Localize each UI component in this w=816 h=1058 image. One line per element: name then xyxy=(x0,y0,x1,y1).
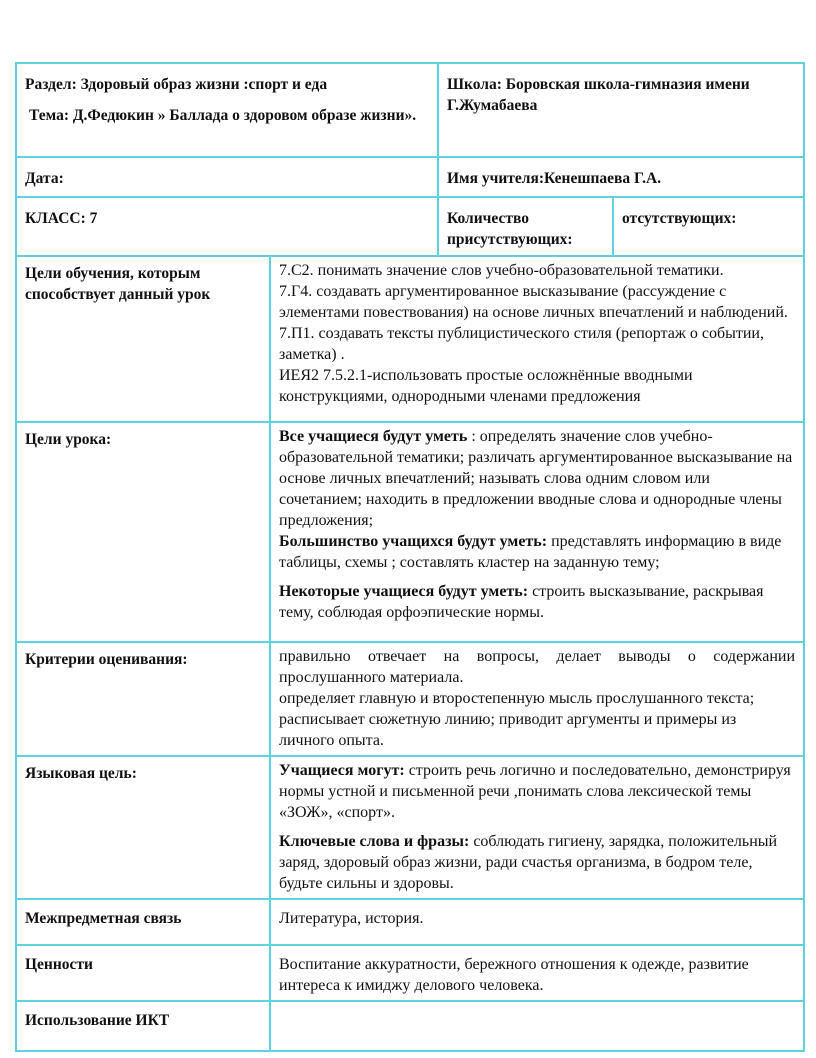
header-row xyxy=(16,63,804,157)
criteria-label: Критерии оценивания: xyxy=(25,651,188,668)
school-label: Школа: Боровская школа-гимназия имени Г.Жумабаева xyxy=(447,76,750,114)
class-label: КЛАСС: 7 xyxy=(25,210,98,227)
learning-goals-content xyxy=(270,256,804,422)
all-students-goal xyxy=(279,426,795,531)
ict-label: Использование ИКТ xyxy=(25,1012,170,1029)
section-topic-cell xyxy=(16,63,438,157)
most-students-goal xyxy=(279,531,795,573)
ict-content xyxy=(270,1001,804,1051)
criteria-text-1: правильно отвечает на вопросы, делает выводы о содержании прослушанного материала. xyxy=(279,648,796,686)
ict-row xyxy=(16,1001,804,1051)
keywords xyxy=(279,831,795,894)
students-can-heading: Учащиеся могут: xyxy=(279,762,405,779)
interdisciplinary-content xyxy=(270,899,804,945)
most-students-heading: Большинство учащихся будут уметь: xyxy=(279,533,548,550)
interdisciplinary-text: Литература, история. xyxy=(279,910,424,927)
keywords-heading: Ключевые слова и фразы: xyxy=(279,833,470,850)
values-label-cell xyxy=(16,945,270,1001)
interdisciplinary-label-cell xyxy=(16,899,270,945)
criteria-text-2: определяет главную и второстепенную мысль прослушанного текста; расписывает сюжетную линию; приводит аргументы и примеры из личного опыта. xyxy=(279,690,755,749)
learning-goals-row xyxy=(16,256,804,422)
most-students-text: представлять информацию в виде таблицы, схемы ; составлять кластер на заданную тему; xyxy=(279,533,782,571)
teacher-label: Имя учителя:Кенешпаева Г.А. xyxy=(447,170,662,187)
learning-goal-line: 7.Г4. создавать аргументированное высказывание (рассуждение с элементами повествования) на основе личных впечатлений и наблюдений. xyxy=(279,283,788,321)
date-cell xyxy=(16,157,438,197)
all-students-text: : определять значение слов учебно-образовательной тематики; различать аргументированное высказывание на основе личных впечатлений; называть слова одним словом или сочетанием; находить в предложении вводные слова и однородные члены предложения; xyxy=(279,428,793,529)
learning-goals-label-cell xyxy=(16,256,270,422)
class-cell xyxy=(16,197,438,256)
values-row xyxy=(16,945,804,1001)
section-label: Раздел: Здоровый образ жизни :спорт и еда xyxy=(25,76,328,93)
interdisciplinary-row xyxy=(16,899,804,945)
date-label: Дата: xyxy=(25,170,64,187)
learning-goal-line: ИЕЯ2 7.5.2.1-использовать простые осложнённые вводными конструкциями, однородными членами предложения xyxy=(279,367,693,405)
teacher-cell xyxy=(438,157,804,197)
interdisciplinary-label: Межпредметная связь xyxy=(25,910,182,927)
values-content xyxy=(270,945,804,1001)
all-students-heading: Все учащиеся будут уметь xyxy=(279,428,468,445)
absent-label: отсутствующих: xyxy=(622,210,737,227)
some-students-text: строить высказывание, раскрывая тему, соблюдая орфоэпические нормы. xyxy=(279,583,764,621)
lesson-goals-content xyxy=(270,422,804,642)
school-cell xyxy=(438,63,804,157)
class-row xyxy=(16,197,804,256)
date-row xyxy=(16,157,804,197)
present-cell xyxy=(438,197,613,256)
present-label: Количество присутствующих: xyxy=(447,210,573,248)
lesson-plan-table xyxy=(15,62,805,1052)
lesson-goals-row xyxy=(16,422,804,642)
learning-goals-label: Цели обучения, которым способствует данный урок xyxy=(25,265,211,303)
topic-label: Тема: Д.Федюкин » Баллада о здоровом образе жизни». xyxy=(29,107,417,124)
some-students-goal xyxy=(279,581,795,623)
criteria-row xyxy=(16,642,804,756)
criteria-label-cell xyxy=(16,642,270,756)
students-can-text: строить речь логично и последовательно, демонстрируя нормы устной и письменной речи ,понимать слова лексической темы «ЗОЖ», «спорт». xyxy=(279,762,791,821)
lesson-goals-label-cell xyxy=(16,422,270,642)
absent-cell xyxy=(613,197,804,256)
criteria-content xyxy=(270,642,804,756)
some-students-heading: Некоторые учащиеся будут уметь: xyxy=(279,583,529,600)
language-goal-row xyxy=(16,756,804,899)
language-goal-content xyxy=(270,756,804,899)
values-text: Воспитание аккуратности, бережного отношения к одежде, развитие интереса к имиджу делового человека. xyxy=(279,956,749,994)
language-goal-label-cell xyxy=(16,756,270,899)
lesson-goals-label: Цели урока: xyxy=(25,431,112,448)
learning-goal-line: 7.П1. создавать тексты публицистического стиля (репортаж о событии, заметка) . xyxy=(279,325,764,363)
values-label: Ценности xyxy=(25,956,93,973)
language-goal-label: Языковая цель: xyxy=(25,765,137,782)
learning-goal-line: 7.С2. понимать значение слов учебно-образовательной тематики. xyxy=(279,262,724,279)
keywords-text: соблюдать гигиену, зарядка, положительный заряд, здоровый образ жизни, ради счастья организма, в бодром теле, будьте сильны и здоровы. xyxy=(279,833,778,892)
ict-label-cell xyxy=(16,1001,270,1051)
students-can xyxy=(279,760,795,823)
